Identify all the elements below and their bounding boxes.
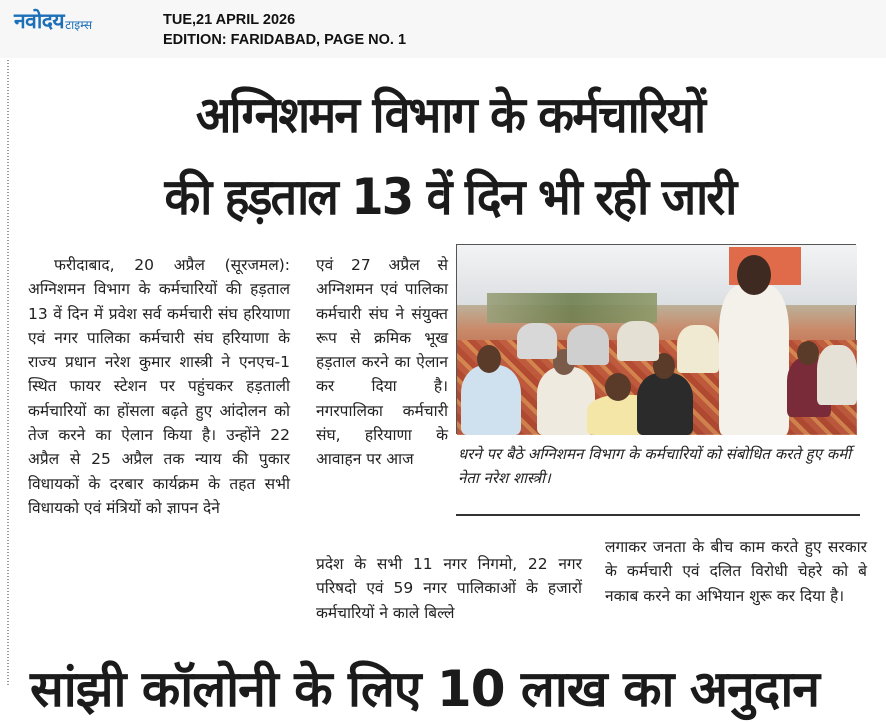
- next-article-headline-clipped: [30, 652, 880, 718]
- article-column-2: [316, 253, 448, 472]
- photo-speaker-body: [719, 285, 789, 435]
- photo-person: [567, 325, 609, 365]
- article-photo-protest-meeting[interactable]: [456, 244, 856, 434]
- page-margin-dotted-line: [7, 60, 9, 686]
- photo-greenery: [487, 293, 657, 323]
- photo-person: [677, 325, 719, 373]
- article-headline-line-1: अग्निशमन विभाग के कर्मचारियों: [195, 86, 705, 144]
- photo-person-head: [477, 345, 501, 373]
- article-column-2-continued: [316, 552, 582, 625]
- article-headline-line-2: की हड़ताल 13 वें दिन भी रही जारी: [164, 168, 736, 226]
- article-body-col2-wide: प्रदेश के सभी 11 नगर निगमो, 22 नगर परिषदो एवं 59 नगर पालिकाओं के हजारों कर्मचारियों ने काले बिल्ले: [316, 555, 582, 622]
- newspaper-logo[interactable]: [14, 8, 92, 34]
- photo-caption: धरने पर बैठे अग्निशमन विभाग के कर्मचारियों को संबोधित करते हुए कर्मी नेता नरेश शास्त्री।: [458, 445, 852, 487]
- photo-speaker-head: [737, 255, 771, 295]
- article-body-col2: एवं 27 अप्रैल से अग्निशमन एवं पालिका कर्मचारी संघ ने संयुक्त रूप से क्रमिक भूख हड़ताल करने का ऐलान कर दिया है। नगरपालिका कर्मचारी संघ, हरियाणा के आवाहन पर आज: [316, 256, 448, 469]
- article-column-3: [605, 535, 867, 608]
- edition-info: [163, 10, 406, 50]
- article-body-col3: लगाकर जनता के बीच काम करते हुए सरकार के कर्मचारी एवं दलित विरोधी चेहरे को बे नकाब करने का अभियान शुरू कर दिया है।: [605, 538, 867, 605]
- logo-sub-text: टाइम्स: [65, 18, 93, 32]
- article-column-1: [28, 253, 290, 520]
- newspaper-header-bar: [0, 0, 886, 58]
- caption-divider-rule: [456, 514, 860, 516]
- photo-person: [817, 345, 857, 405]
- photo-person: [617, 321, 659, 361]
- edition-page: EDITION: FARIDABAD, PAGE NO. 1: [163, 32, 407, 48]
- photo-person: [517, 323, 557, 359]
- article-body-col1: फरीदाबाद, 20 अप्रैल (सूरजमल): अग्निशमन विभाग के कर्मचारियों की हड़ताल 13 वें दिन में प्रवेश सर्व कर्मचारी संघ हरियाणा एवं नगर पालिका कर्मचारी संघ हरियाणा के राज्य प्रधान नरेश कुमार शास्त्री ने एनएच-1 स्थित फायर स्टेशन पर पहुंचकर हड़ताली कर्मचारियों का होंसला बढ़ते हुए आंदोलन को तेज करने का ऐलान किया है। उन्होंने 22 अप्रैल से 25 अप्रैल तक न्याय की पुकार विधायकों के दरबार कार्यक्रम के तहत सभी विधायको एवं मंत्रियों को ज्ञापन देने: [28, 256, 290, 517]
- next-article-headline-text: सांझी कॉलोनी के लिए 10 लाख का अनुदान: [30, 660, 820, 718]
- logo-main-text: नवोदय: [14, 9, 65, 33]
- photo-person: [461, 365, 521, 435]
- photo-person-head: [797, 341, 819, 365]
- photo-person: [637, 373, 693, 435]
- photo-person-head: [605, 373, 631, 401]
- issue-date: TUE,21 APRIL 2026: [163, 12, 296, 28]
